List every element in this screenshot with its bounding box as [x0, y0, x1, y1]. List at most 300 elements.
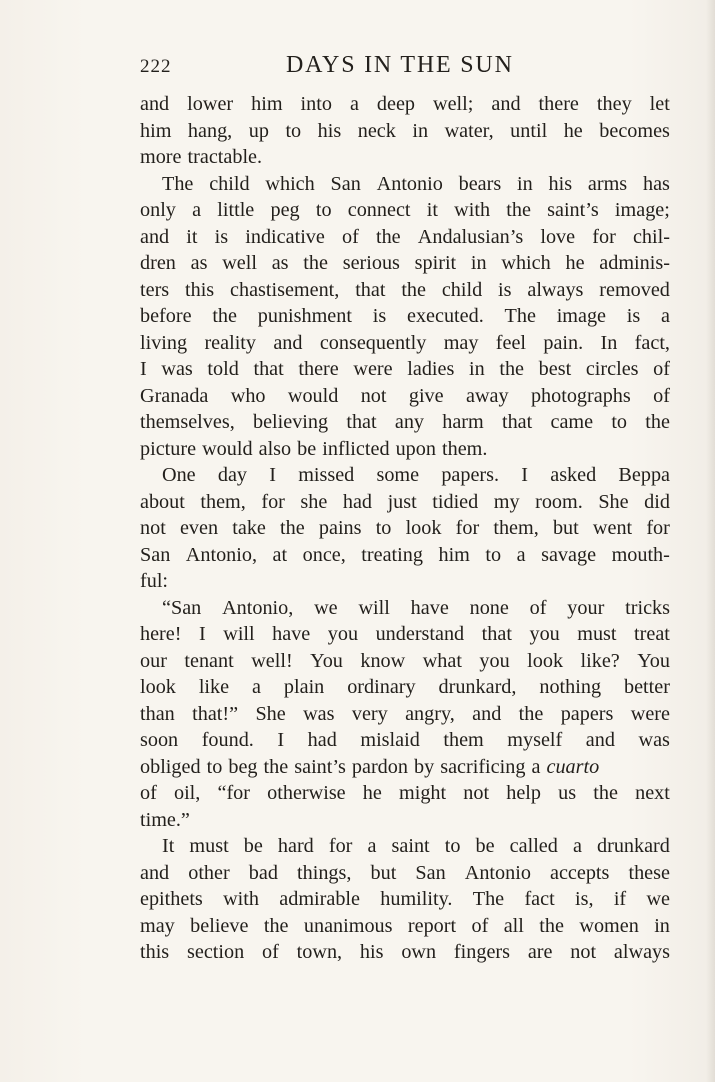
word: to [444, 835, 461, 857]
word: may [140, 914, 175, 937]
word: some [376, 464, 420, 486]
word: a [572, 835, 582, 857]
word: harm [442, 411, 484, 433]
word: hang, [187, 119, 233, 142]
word: told [207, 358, 239, 380]
text-line: picture would also be inflicted upon them. [140, 437, 488, 460]
word: will [223, 623, 255, 645]
word: went [592, 517, 633, 539]
word: section [187, 941, 245, 963]
word: of [471, 914, 489, 937]
word: help [506, 782, 541, 804]
word: She [255, 702, 286, 725]
word: Antonio [376, 172, 443, 195]
word: humility. [380, 888, 453, 910]
word: these [628, 861, 670, 884]
text-line: time.” [140, 808, 190, 831]
word: very [351, 702, 388, 725]
word: You [637, 649, 670, 672]
book-title: DAYS IN THE SUN [286, 52, 514, 78]
word: him [251, 93, 283, 115]
word: fact, [634, 331, 670, 354]
text-line [140, 197, 670, 224]
word: drunkard [597, 835, 670, 857]
word: lower [187, 93, 234, 115]
word: as [271, 252, 289, 274]
word: treat [634, 623, 670, 645]
word: until [510, 119, 548, 142]
word: executed. [406, 305, 484, 327]
word: as [190, 252, 208, 274]
word: look [405, 517, 442, 539]
word: and [140, 93, 170, 115]
word: there [538, 93, 579, 115]
word: this [185, 278, 215, 301]
word: San [140, 543, 171, 566]
word: he [565, 252, 585, 274]
word: the [375, 225, 401, 248]
word: you [529, 623, 560, 645]
word: reality [204, 331, 257, 354]
word: day [217, 464, 248, 486]
word: papers. [441, 464, 500, 486]
running-head [140, 52, 670, 80]
word: It [162, 835, 175, 857]
word: and [472, 702, 502, 725]
word: them, [493, 517, 539, 539]
word: them [443, 729, 484, 751]
word: not [570, 941, 597, 963]
word: and [140, 861, 170, 884]
word: let [649, 93, 670, 115]
word: hard [277, 835, 314, 857]
word: of [140, 782, 157, 804]
word: tidied [432, 490, 479, 513]
word: Antonio, [185, 543, 258, 566]
text-line [140, 489, 670, 516]
text-line [140, 701, 670, 728]
word: tenant [184, 649, 234, 672]
word: pains [318, 517, 362, 539]
word: in [654, 914, 670, 937]
word: The [162, 172, 194, 195]
word: always [527, 278, 584, 301]
word: the [506, 199, 531, 221]
text-line [140, 621, 670, 648]
word: You [310, 649, 343, 672]
word: photographs [530, 384, 631, 407]
word: this [140, 941, 170, 963]
word: plain [283, 676, 325, 698]
word: take [232, 517, 266, 539]
word: are [527, 941, 553, 963]
word: she [300, 490, 328, 513]
text-line [140, 277, 670, 304]
word: a [349, 93, 359, 115]
word: at [272, 543, 288, 566]
text-line [140, 118, 670, 145]
word: peg [270, 199, 300, 221]
word: had [342, 490, 373, 513]
word: all [503, 914, 524, 937]
word: I [277, 729, 285, 751]
word: with [223, 888, 259, 910]
word: the [303, 252, 328, 274]
word: which [501, 252, 551, 274]
word: well [222, 252, 257, 274]
word: mislaid [360, 729, 420, 751]
word: Andalusian’s [417, 225, 524, 248]
word: that [481, 623, 512, 645]
word: even [179, 517, 219, 539]
word: becomes [599, 119, 670, 142]
word: in [517, 172, 533, 195]
word: up [248, 119, 269, 142]
word: In [600, 331, 618, 354]
word: living [140, 331, 188, 354]
word: San [330, 172, 361, 195]
word: “San [162, 596, 202, 619]
word: in [469, 358, 485, 380]
text-line [140, 303, 670, 330]
word: otherwise [267, 782, 346, 804]
word: always [613, 941, 670, 963]
text-line [140, 330, 670, 357]
word: any [394, 411, 425, 433]
word: what [422, 649, 462, 672]
word: who [230, 384, 266, 407]
word: they [596, 93, 632, 115]
word: Antonio [464, 861, 531, 884]
word: image; [614, 199, 670, 221]
word: papers [560, 702, 614, 725]
body-text [140, 91, 670, 966]
word: your [567, 596, 605, 619]
word: tricks [625, 596, 670, 619]
word: about [140, 490, 185, 513]
word: is [626, 305, 641, 327]
word: serious [342, 252, 400, 274]
word: to [375, 517, 392, 539]
word: here! [140, 623, 182, 645]
word: punishment [257, 305, 352, 327]
word: next [635, 782, 670, 804]
word: may [443, 331, 479, 354]
word: treating [361, 543, 423, 566]
text-line [140, 515, 670, 542]
word: might [399, 782, 447, 804]
word: Beppa [618, 464, 670, 486]
word: but [370, 861, 397, 884]
word: of [262, 941, 279, 963]
word: adminis- [599, 252, 670, 274]
word: the [263, 914, 289, 937]
word: best [538, 358, 572, 380]
word: oil, [173, 782, 201, 804]
word: the [280, 517, 305, 539]
word: not [140, 517, 166, 539]
word: dren [140, 252, 176, 274]
word: but [552, 517, 579, 539]
word: is, [575, 888, 594, 910]
word: there [298, 358, 339, 380]
word: saint [391, 835, 430, 857]
word: unanimous [303, 914, 393, 937]
word: drunkard, [438, 676, 517, 698]
word: chil- [632, 225, 670, 248]
word: that!” [192, 702, 239, 725]
word: spirit [414, 252, 457, 274]
text-line [140, 913, 670, 940]
word: he [362, 782, 382, 804]
word: of [529, 596, 547, 619]
word: we [646, 888, 670, 910]
word: accepts [550, 861, 610, 884]
word: room. [535, 490, 583, 513]
word: The [472, 888, 505, 910]
word: well; [433, 93, 474, 115]
word: removed [599, 278, 670, 301]
word: bad [248, 861, 278, 884]
word: fingers [453, 941, 510, 963]
word: missed [298, 464, 355, 486]
word: than [140, 702, 175, 725]
word: it [426, 199, 438, 221]
word: like? [580, 649, 620, 672]
word: the [645, 411, 670, 433]
page-number: 222 [140, 56, 172, 77]
word: it [186, 225, 198, 248]
word: the [593, 782, 618, 804]
text-line [140, 886, 670, 913]
word: neck [357, 119, 396, 142]
text-line [140, 409, 670, 436]
word: well! [251, 649, 293, 672]
word: town, [296, 941, 343, 963]
word: a [192, 199, 202, 221]
word: I [140, 358, 147, 380]
word: has [642, 172, 670, 195]
word: to [485, 543, 502, 566]
word: nothing [539, 676, 602, 698]
word: child [441, 278, 483, 301]
word: a [516, 543, 526, 566]
word: not [463, 782, 490, 804]
word: arms [587, 172, 628, 195]
word: he [563, 119, 583, 142]
word: for [592, 225, 616, 248]
word: us [558, 782, 577, 804]
word: feel [495, 331, 527, 354]
word: other [188, 861, 230, 884]
word: that [253, 358, 284, 380]
word: my [493, 490, 520, 513]
word: was [638, 729, 670, 751]
word: things, [297, 861, 352, 884]
text-line [140, 648, 670, 675]
word: for [328, 835, 353, 857]
word: understand [375, 623, 465, 645]
text-line: more tractable. [140, 146, 263, 168]
word: we [314, 596, 338, 619]
word: ordinary [347, 676, 416, 698]
word: his [548, 172, 573, 195]
word: Granada [140, 384, 209, 407]
paragraph-start-line [140, 171, 670, 198]
word: must [577, 623, 617, 645]
word: consequently [319, 331, 427, 354]
word: that [355, 278, 386, 301]
word: pain. [543, 331, 584, 354]
word: San [415, 861, 446, 884]
word: you [327, 623, 359, 645]
text-line [140, 224, 670, 251]
word: and [140, 225, 170, 248]
word: must [189, 835, 229, 857]
word: the [539, 914, 564, 937]
text-line [140, 91, 670, 118]
word: you [479, 649, 510, 672]
word: of [653, 358, 670, 380]
word: fact [524, 888, 555, 910]
word: believing [252, 411, 329, 433]
word: indicative [245, 225, 325, 248]
word: give [408, 384, 444, 407]
word: The [504, 305, 536, 327]
word: little [217, 199, 255, 221]
word: like [198, 676, 230, 698]
word: know [360, 649, 406, 672]
word: his [317, 119, 342, 142]
word: women [579, 914, 639, 937]
text-line [140, 674, 670, 701]
text-line [140, 939, 670, 966]
word: that [501, 411, 533, 433]
word: came [550, 411, 594, 433]
word: is [214, 225, 229, 248]
page-edge-shadow [706, 0, 715, 1082]
word: be [243, 835, 263, 857]
word: image [556, 305, 607, 327]
word: better [623, 676, 670, 698]
word: to [611, 411, 628, 433]
word: once, [302, 543, 346, 566]
word: deep [376, 93, 416, 115]
word: if [613, 888, 627, 910]
word: for [261, 490, 285, 513]
word: into [300, 93, 332, 115]
word: admirable [279, 888, 360, 910]
word: would [287, 384, 339, 407]
word: in [470, 252, 487, 274]
word: for [646, 517, 670, 539]
word: connect [347, 199, 411, 221]
word: the [401, 278, 426, 301]
word: She [598, 490, 629, 513]
word: the [518, 702, 544, 725]
word: a [252, 676, 261, 698]
paragraph-start-line [140, 595, 670, 622]
word: him [140, 119, 172, 142]
word: soon [140, 729, 179, 751]
word: to [315, 199, 332, 221]
word: a [661, 305, 670, 327]
word: was [303, 702, 335, 725]
word: look [140, 676, 176, 698]
word: was [161, 358, 193, 380]
word: were [630, 702, 670, 725]
word: be [475, 835, 495, 857]
word: is [498, 278, 512, 301]
word: myself [507, 729, 563, 751]
word: I [269, 464, 276, 486]
text-line: ful: [140, 570, 169, 592]
word: will [358, 596, 390, 619]
text-line [140, 356, 670, 383]
word: of [653, 384, 670, 407]
word: not [360, 384, 387, 407]
word: and [273, 331, 303, 354]
word: our [140, 649, 167, 672]
word: look [527, 649, 564, 672]
word: which [265, 172, 315, 195]
text-line [140, 780, 670, 807]
word: love [540, 225, 576, 248]
word: chastisement, [230, 278, 340, 301]
word: believe [190, 914, 249, 937]
word: mouth- [611, 543, 670, 566]
word: that [346, 411, 377, 433]
word: is [372, 305, 387, 327]
word: none [469, 596, 509, 619]
word: with [454, 199, 491, 221]
word: One [162, 464, 196, 486]
word: epithets [140, 888, 203, 910]
word: circles [585, 358, 639, 380]
word: asked [550, 464, 597, 486]
word: him [438, 543, 470, 566]
text-line [140, 250, 670, 277]
word: them, [200, 490, 246, 513]
word: had [307, 729, 337, 751]
text-line [140, 542, 670, 569]
word: and [585, 729, 615, 751]
word: in [412, 119, 429, 142]
word: themselves, [140, 411, 235, 433]
word: own [401, 941, 437, 963]
word: only [140, 199, 176, 221]
text-line [140, 383, 670, 410]
word: to [285, 119, 302, 142]
italic-word: cuarto [546, 755, 600, 778]
word: angry, [405, 702, 455, 725]
word: away [465, 384, 509, 407]
word: of [342, 225, 359, 248]
word: report [407, 914, 457, 937]
word: ters [140, 278, 170, 301]
word: water, [444, 119, 494, 142]
word: did [644, 490, 670, 513]
word: his [359, 941, 384, 963]
paragraph-start-line [140, 833, 670, 860]
word: savage [541, 543, 597, 566]
word: have [410, 596, 449, 619]
text-line-with-italic [140, 754, 670, 781]
word: called [509, 835, 558, 857]
word: the [499, 358, 525, 380]
word: have [272, 623, 311, 645]
word: child [209, 172, 250, 195]
